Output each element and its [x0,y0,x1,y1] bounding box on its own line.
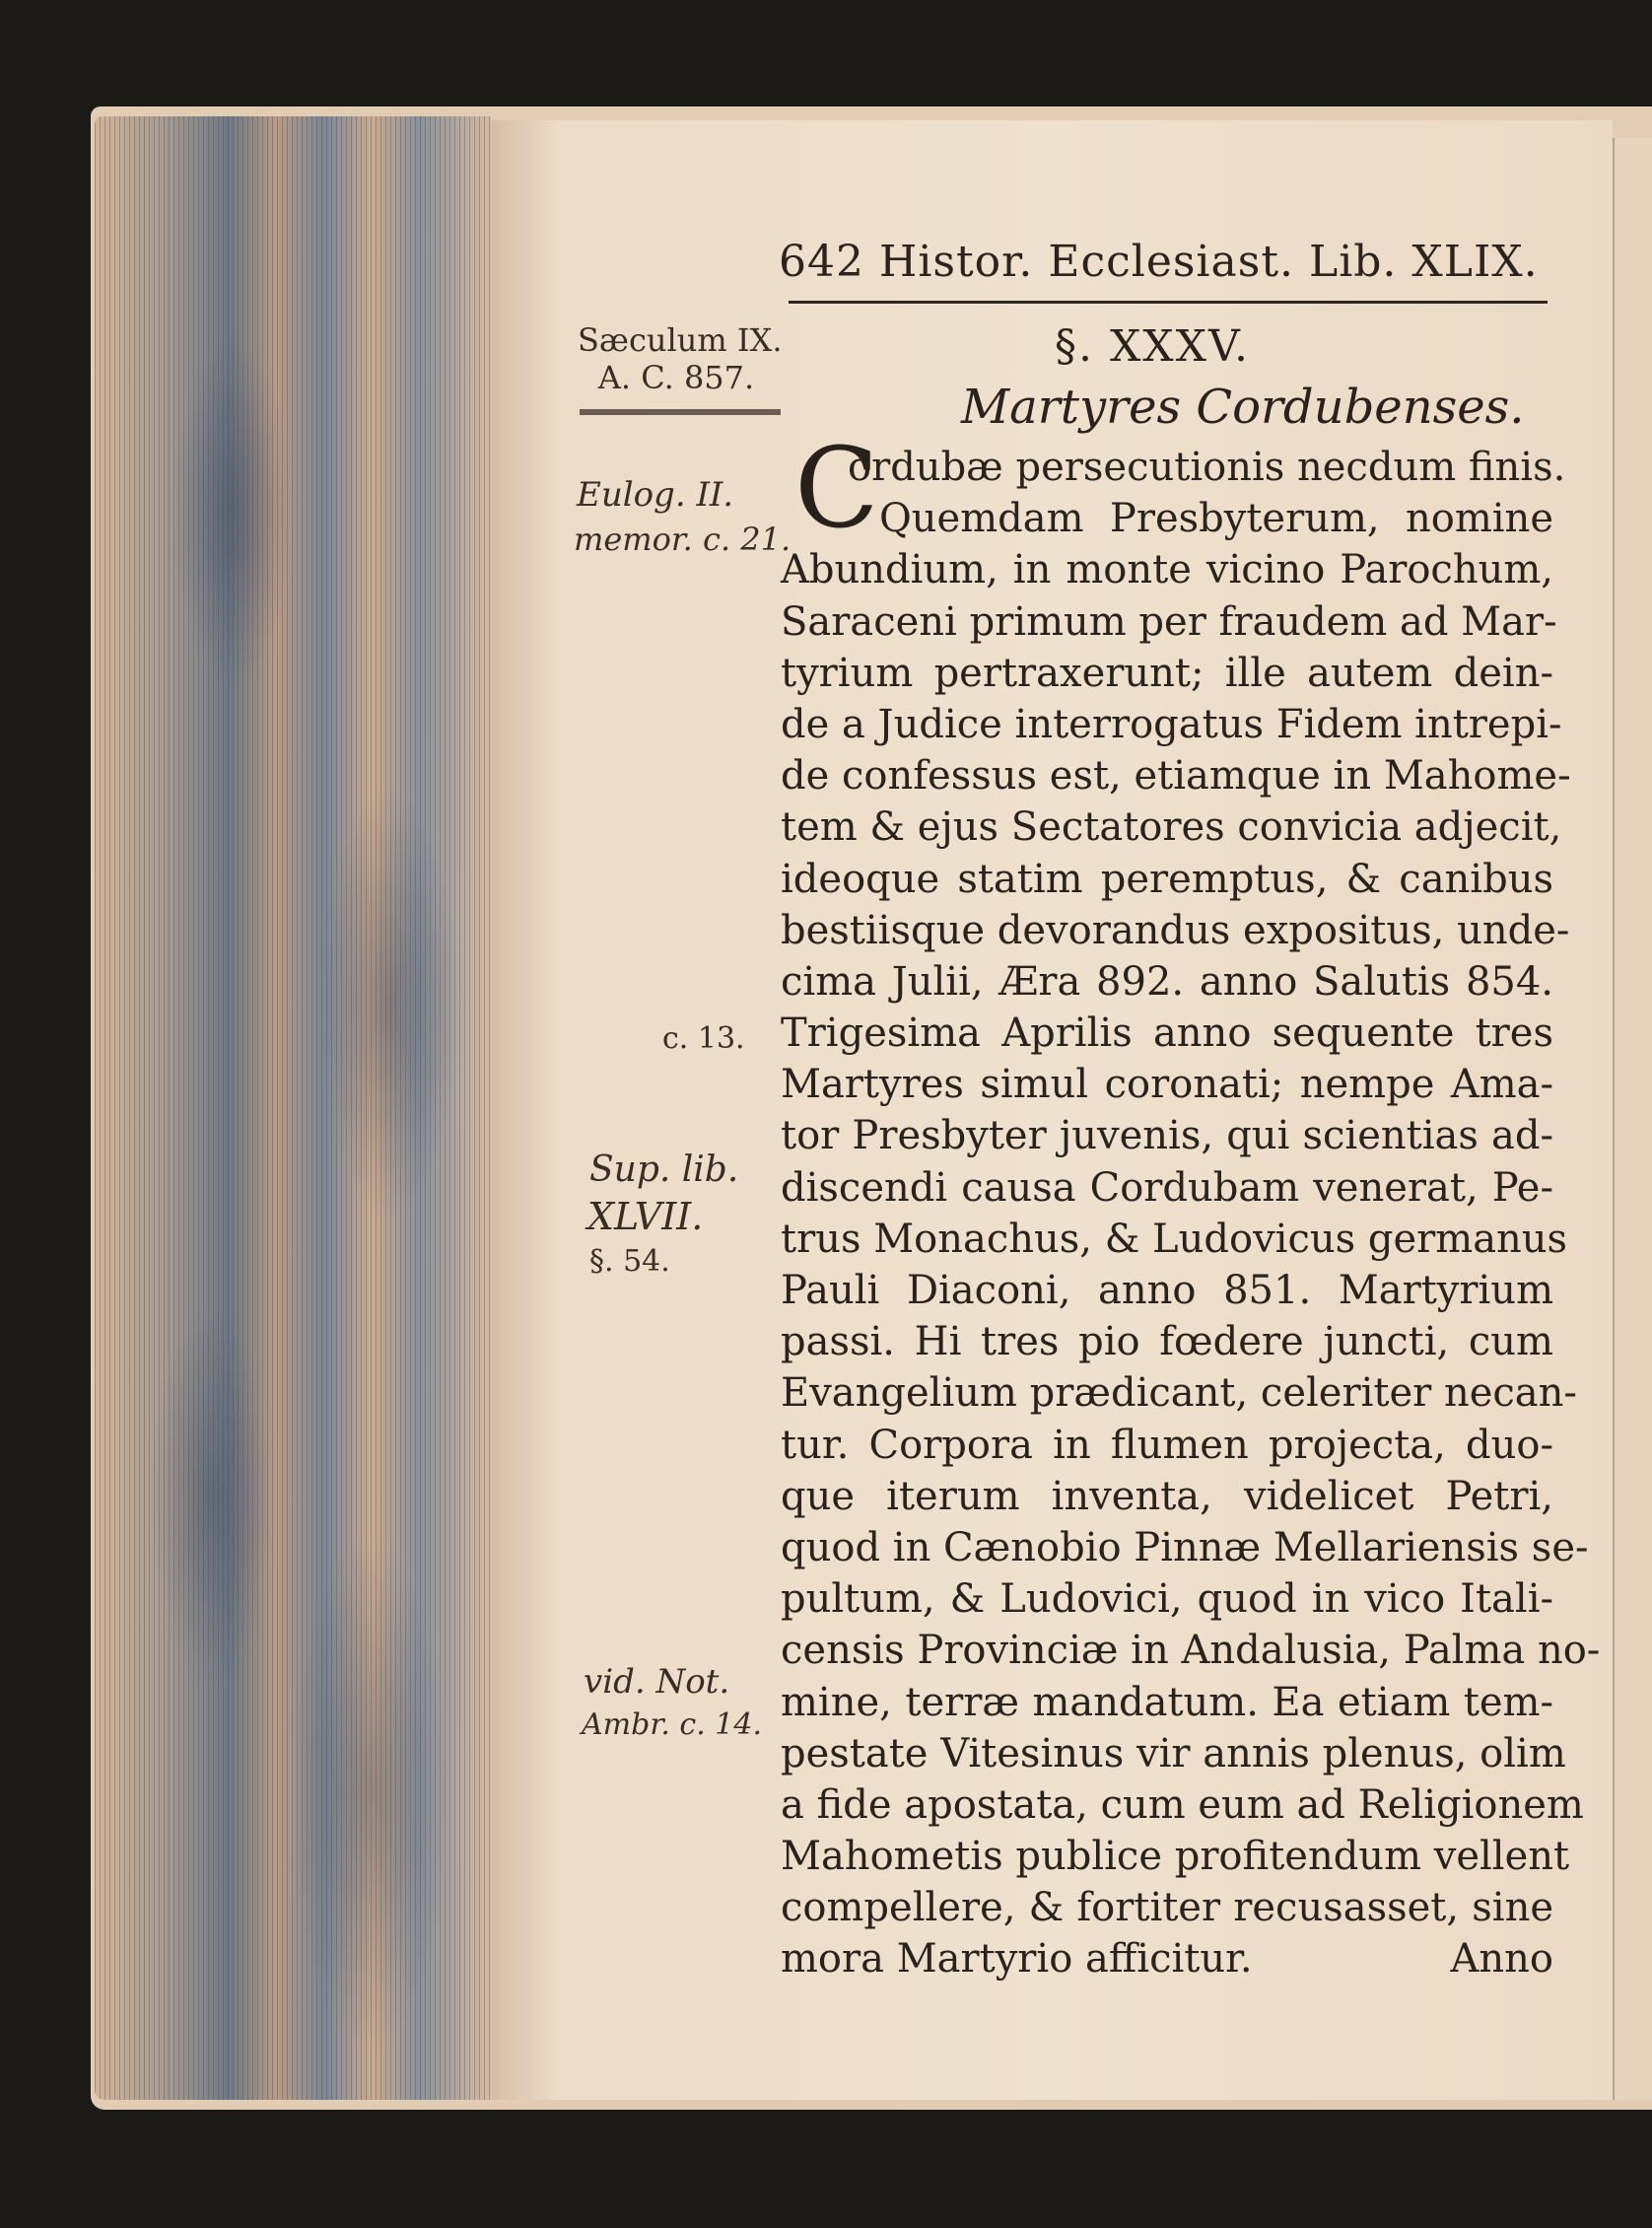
text-line: passi. Hi tres pio fœdere juncti, cum [781,1319,1553,1365]
text-line: quod in Cænobio Pinnæ Mellariensis se- [781,1524,1589,1570]
margin-note-sup: Sup. lib. [589,1149,739,1190]
text-line: mora Martyrio afficitur. [781,1936,1253,1983]
text-line: Trigesima Aprilis anno sequente tres [781,1010,1553,1057]
text-line: Martyres simul coronati; nempe Ama- [781,1062,1553,1108]
text-line: a fide apostata, cum eum ad Religionem [781,1781,1584,1828]
body-text [781,442,1601,1985]
text-line: de a Judice interrogatus Fidem intrepi- [781,701,1562,747]
section-number: §. XXXV. [1055,321,1251,372]
text-line: tor Presbyter juvenis, qui scientias ad- [781,1113,1553,1159]
text-line: ideoque statim peremptus, & canibus [781,856,1553,902]
text-line: Abundium, in monte vicino Parochum, [781,547,1553,593]
margin-note-vid: vid. Not. [584,1662,730,1702]
text-line: Evangelium prædicant, celeriter necan- [781,1370,1577,1417]
text-line: Pauli Diaconi, anno 851. Martyrium [781,1268,1553,1313]
margin-note-xlvii: XLVII. [587,1195,704,1238]
drop-cap: C [794,425,879,553]
text-line: Quemdam Presbyterum, nomine [879,496,1553,542]
text-line: que iterum inventa, videlicet Petri, [781,1473,1553,1519]
text-line: tem & ejus Sectatores convicia adjecit, [781,804,1562,851]
margin-note-memor: memor. c. 21. [574,521,792,558]
text-line: mine, terræ mandatum. Ea etiam tem- [781,1679,1553,1725]
text-line: de confessus est, etiamque in Mahome- [781,753,1571,800]
running-head: 642 Histor. Ecclesiast. Lib. XLIX. [779,237,1539,287]
text-line: ordubæ persecutionis necdum finis. [848,445,1566,490]
margin-note-saeculum [578,321,783,396]
margin-note-c13: c. 13. [662,1021,745,1056]
text-line: compellere, & fortiter recusasset, sine [781,1885,1553,1931]
margin-note-eulog: Eulog. II. [577,475,734,515]
last-line-row [781,1933,1553,1984]
margin-rule [580,409,781,415]
text-line: discendi causa Cordubam venerat, Pe- [781,1164,1553,1211]
page-edge-fore-edge [95,116,491,2100]
margin-anno-line: A. C. 857. [597,359,755,396]
facing-page-edge [1613,138,1652,2100]
margin-note-par54: §. 54. [589,1244,670,1279]
text-line: Mahometis publice profitendum vellent [781,1834,1570,1880]
text-line: censis Provinciæ in Andalusia, Palma no- [781,1628,1601,1674]
text-line: tyrium pertraxerunt; ille autem dein- [781,650,1553,696]
text-line: Saraceni primum per fraudem ad Mar- [781,598,1557,645]
head-rule [789,301,1548,304]
text-line: trus Monachus, & Ludovicus germanus [781,1216,1568,1262]
catchword: Anno [1450,1936,1553,1983]
text-line: pestate Vitesinus vir annis plenus, olim [781,1730,1566,1776]
margin-saeculum-line: Sæculum IX. [578,321,783,359]
text-line: tur. Corpora in flumen projecta, duo- [781,1422,1553,1468]
margin-note-ambr: Ambr. c. 14. [582,1707,763,1742]
text-line: bestiisque devorandus expositus, unde- [781,907,1570,953]
section-title: Martyres Cordubenses. [961,380,1525,435]
text-line: pultum, & Ludovici, quod in vico Itali- [781,1576,1553,1623]
text-line: cima Julii, Æra 892. anno Salutis 854. [781,958,1553,1005]
